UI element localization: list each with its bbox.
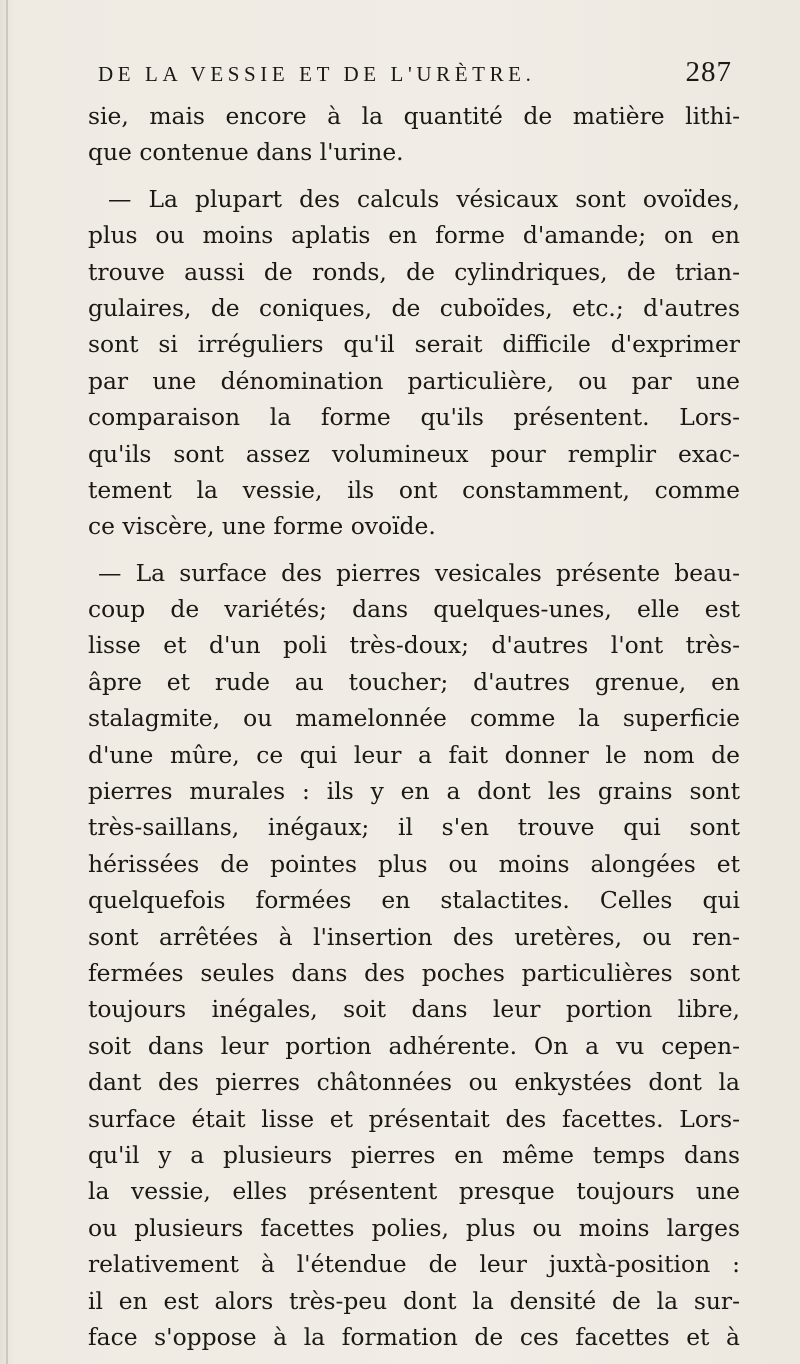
- paragraph-gap: [58, 545, 740, 555]
- text-line: sie, mais encore à la quantité de matière lithi-: [88, 102, 740, 130]
- text-line: relativement à l'étendue de leur juxtà-position :: [88, 1250, 740, 1279]
- text-line: ou plusieurs facettes polies, plus ou moins larges: [88, 1213, 740, 1242]
- text-line: trouve aussi de ronds, de cylindriques, de trian-: [88, 257, 740, 286]
- text-line: que contenue dans l'urine.: [88, 138, 404, 167]
- text-line: soit dans leur portion adhérente. On a vu cepen-: [88, 1031, 740, 1060]
- text-line: plus ou moins aplatis en forme d'amande; on en: [88, 221, 740, 250]
- page-number: 287: [685, 56, 732, 88]
- text-line: surface était lisse et présentait des facettes. Lors-: [88, 1104, 740, 1133]
- text-line: comparaison la forme qu'ils présentent. Lors-: [88, 403, 740, 432]
- paragraph-gap: [58, 171, 740, 181]
- text-line: tement la vessie, ils ont constamment, comme: [88, 475, 740, 504]
- text-line: par une dénomination particulière, ou par une: [88, 366, 740, 395]
- page-header: [98, 54, 738, 94]
- text-line: qu'ils sont assez volumineux pour remplir exac-: [88, 439, 740, 468]
- text-line: coup de variétés; dans quelques-unes, elle est: [88, 595, 740, 624]
- text-line: stalagmite, ou mamelonnée comme la superficie: [88, 704, 740, 733]
- text-line: fermées seules dans des poches particulières sont: [88, 958, 740, 987]
- text-line: il en est alors très-peu dont la densité de la sur-: [88, 1286, 740, 1315]
- text-line: d'une mûre, ce qui leur a fait donner le nom de: [88, 740, 740, 769]
- text-line: face s'oppose à la formation de ces facettes et à: [88, 1322, 740, 1351]
- text-line: ce viscère, une forme ovoïde.: [88, 512, 436, 541]
- text-line: sont arrêtées à l'insertion des uretères, ou ren-: [88, 922, 740, 951]
- text-line: lisse et d'un poli très-doux; d'autres l'ont très-: [88, 631, 740, 660]
- text-line: sont si irréguliers qu'il serait difficile d'exprimer: [88, 330, 740, 359]
- running-title: DE LA VESSIE ET DE L'URÈTRE.: [98, 62, 536, 86]
- text-line: qu'il y a plusieurs pierres en même temps dans: [88, 1140, 740, 1169]
- text-line: quelquefois formées en stalactites. Celles qui: [88, 886, 740, 915]
- page-gutter-edge: [6, 0, 8, 1364]
- body-text: [58, 98, 740, 1355]
- text-line: — La surface des pierres vesicales présente beau-: [98, 558, 740, 587]
- text-line: hérissées de pointes plus ou moins alongées et: [88, 849, 740, 878]
- text-line: toujours inégales, soit dans leur portion libre,: [88, 995, 740, 1024]
- text-line: la vessie, elles présentent presque toujours une: [88, 1177, 740, 1206]
- text-line: gulaires, de coniques, de cuboïdes, etc.; d'autres: [88, 293, 740, 322]
- text-line: âpre et rude au toucher; d'autres grenue, en: [88, 667, 740, 696]
- text-line: pierres murales : ils y en a dont les grains sont: [88, 777, 740, 806]
- text-line: très-saillans, inégaux; il s'en trouve qui sont: [88, 813, 740, 842]
- text-line: — La plupart des calculs vésicaux sont ovoïdes,: [108, 184, 740, 213]
- text-line: dant des pierres châtonnées ou enkystées dont la: [88, 1068, 740, 1097]
